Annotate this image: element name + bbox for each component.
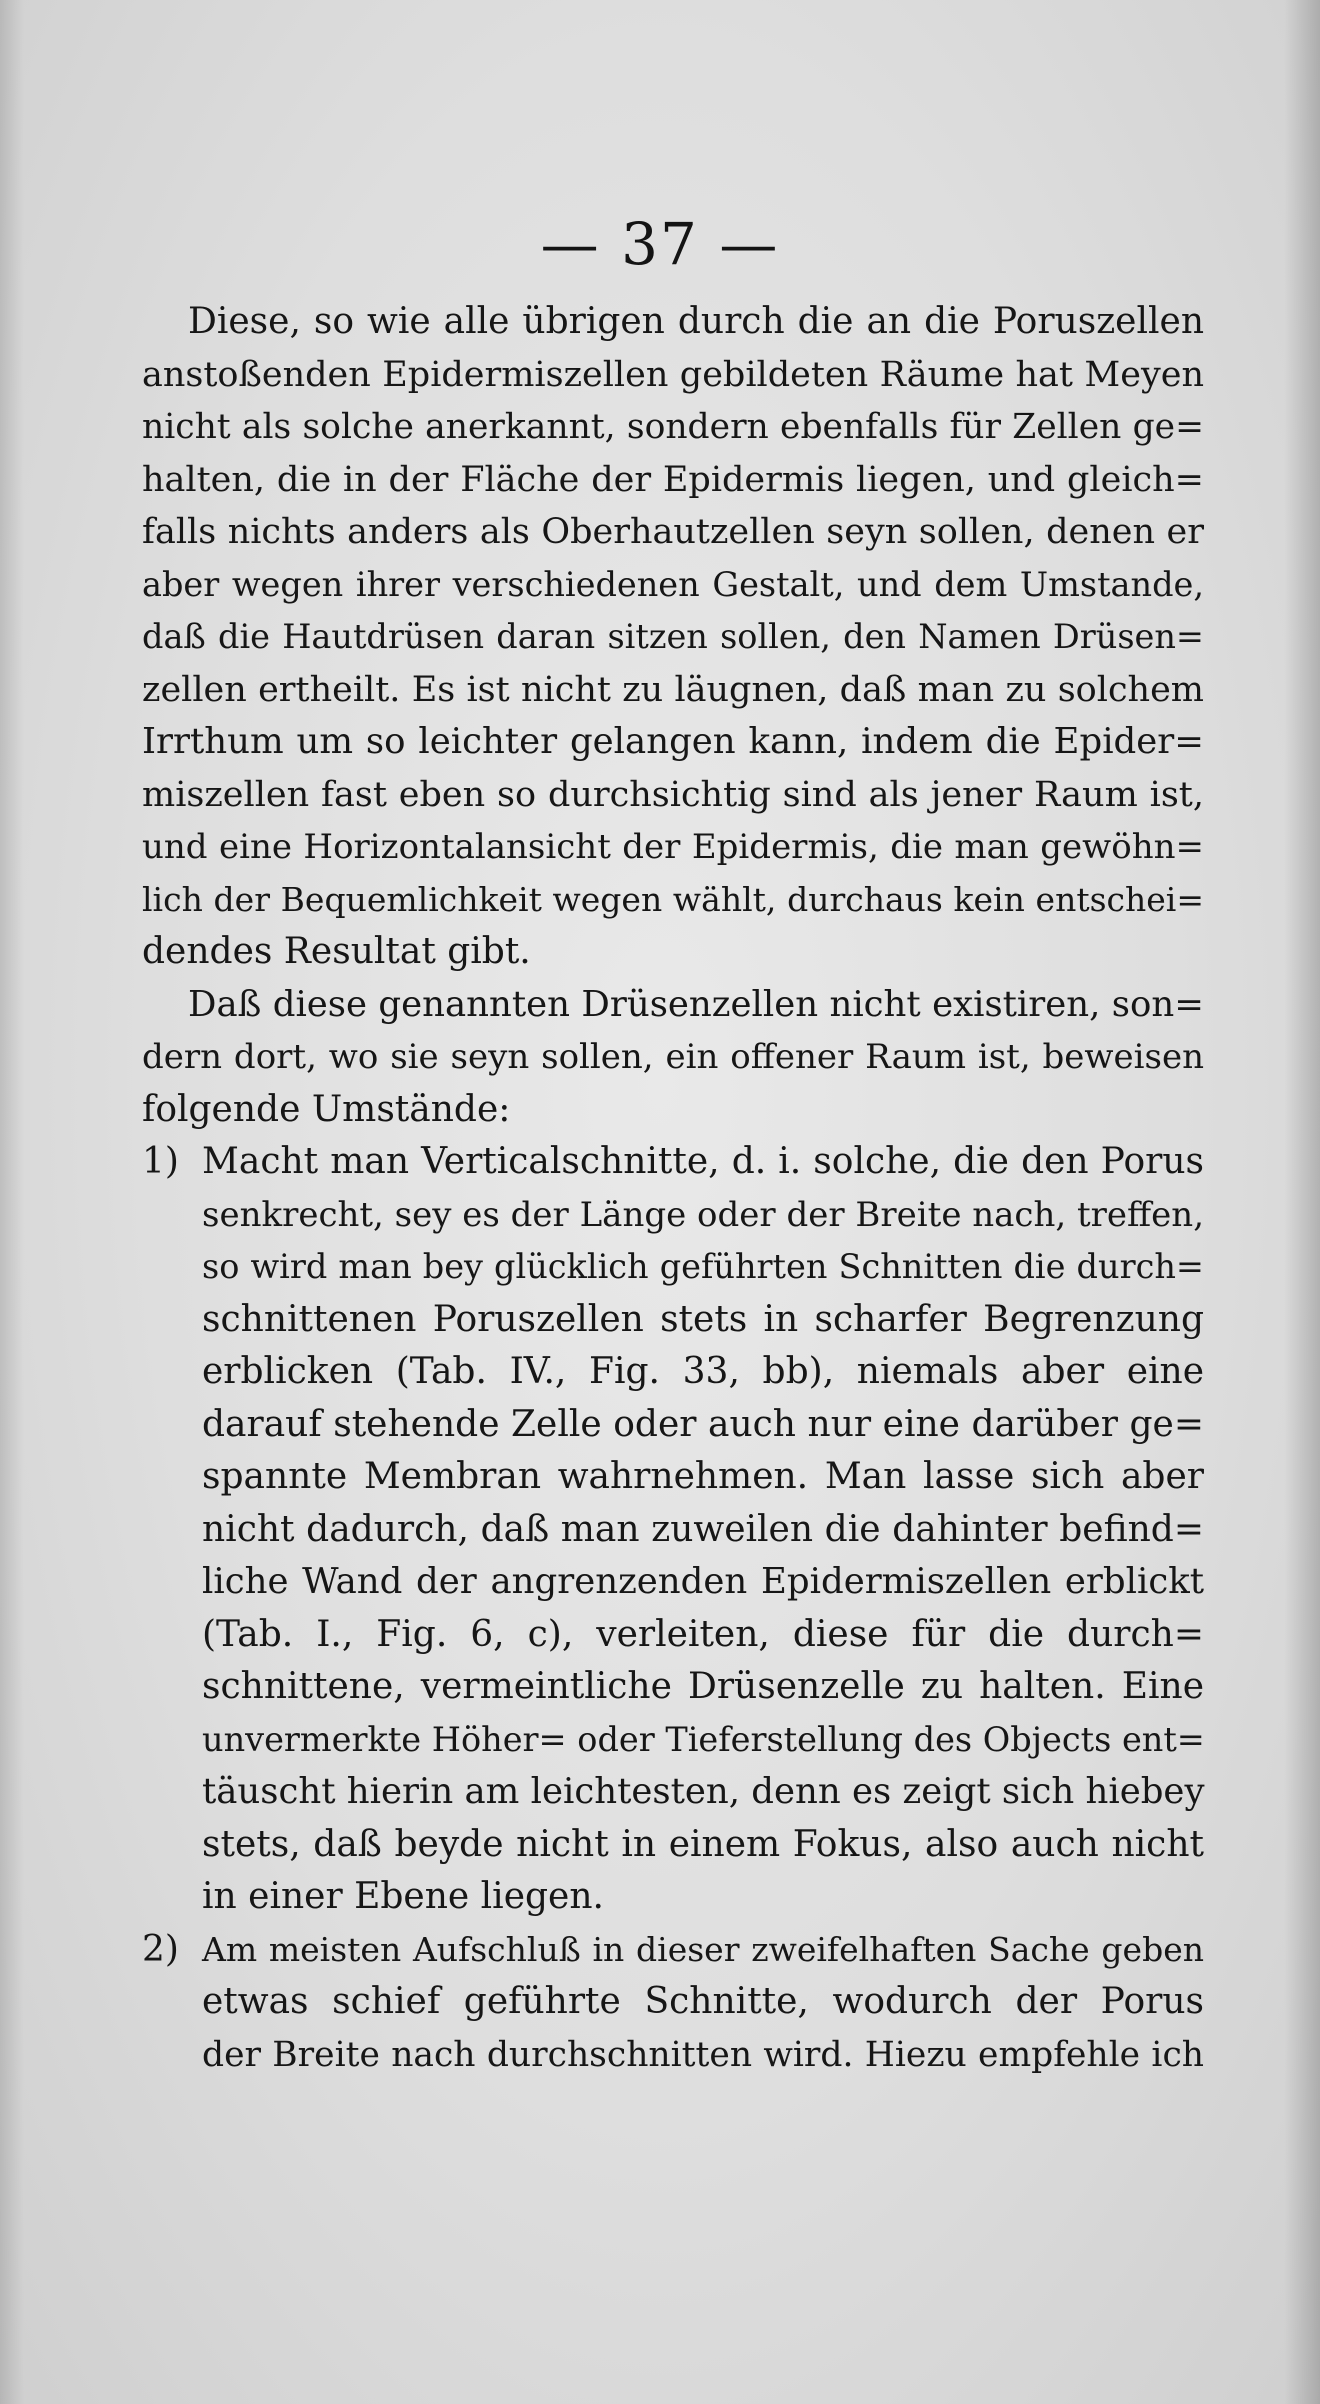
paragraph-2 — [142, 979, 1204, 1137]
text-line: spannte Membran wahrnehmen. Man lasse sich aber — [202, 1456, 1204, 1497]
text-line: daß die Hautdrüsen daran sitzen sollen, den Namen Drüsen= — [142, 617, 1204, 656]
text-line: und eine Horizontalansicht der Epidermis, die man gewöhn= — [142, 827, 1204, 867]
text-line: Daß diese genannten Drüsenzellen nicht existiren, son= — [188, 983, 1204, 1025]
text-line: etwas schief geführte Schnitte, wodurch der Porus — [202, 1981, 1204, 2022]
text-line: liche Wand der angrenzenden Epidermiszellen erblickt — [202, 1561, 1204, 1602]
text-line: dern dort, wo sie seyn sollen, ein offener Raum ist, beweisen — [142, 1037, 1204, 1077]
list-item-number: 2) — [142, 1928, 179, 1970]
text-line: darauf stehende Zelle oder auch nur eine darüber ge= — [202, 1403, 1204, 1445]
text-line: nicht dadurch, daß man zuweilen die dahinter befind= — [202, 1508, 1204, 1550]
list-item-1 — [142, 1136, 1204, 1924]
text-line: zellen ertheilt. Es ist nicht zu läugnen, daß man zu solchem — [142, 669, 1204, 710]
text-line: senkrecht, sey es der Länge oder der Breite nach, treffen, — [202, 1194, 1204, 1235]
text-line: anstoßenden Epidermiszellen gebildeten Räume hat Meyen — [142, 354, 1204, 395]
text-line: falls nichts anders als Oberhautzellen seyn sollen, denen er — [142, 512, 1204, 552]
text-line: halten, die in der Fläche der Epidermis liegen, und gleich= — [142, 459, 1204, 500]
text-line: in einer Ebene liegen. — [202, 1876, 604, 1917]
text-line: stets, daß beyde nicht in einem Fokus, also auch nicht — [202, 1823, 1204, 1865]
list-item-2 — [142, 1924, 1204, 2082]
text-line: schnittenen Poruszellen stets in scharfer Begrenzung — [202, 1298, 1204, 1340]
paragraph-1 — [142, 296, 1204, 979]
text-line: täuscht hierin am leichtesten, denn es zeigt sich hiebey — [202, 1771, 1205, 1812]
text-line: Diese, so wie alle übrigen durch die an die Poruszellen — [188, 301, 1204, 342]
text-line: Am meisten Aufschluß in dieser zweifelhaften Sache geben — [202, 1929, 1204, 1969]
text-line: so wird man bey glücklich geführten Schnitten die durch= — [202, 1247, 1204, 1286]
text-line: Macht man Verticalschnitte, d. i. solche, die den Porus — [202, 1141, 1204, 1182]
text-line: dendes Resultat gibt. — [142, 931, 531, 972]
page-edge-shadow-left — [0, 0, 24, 2404]
text-line: lich der Bequemlichkeit wegen wählt, durchaus kein entschei= — [142, 879, 1204, 919]
text-line: folgende Umstände: — [142, 1088, 511, 1130]
text-line: schnittene, vermeintliche Drüsenzelle zu halten. Eine — [202, 1666, 1204, 1707]
text-line: (Tab. I., Fig. 6, c), verleiten, diese für die durch= — [202, 1613, 1204, 1655]
body-text — [142, 296, 1204, 2081]
text-line: unvermerkte Höher= oder Tieferstellung des Objects ent= — [202, 1719, 1205, 1759]
text-line: Irrthum um so leichter gelangen kann, indem die Epider= — [142, 721, 1204, 762]
text-line: der Breite nach durchschnitten wird. Hiezu empfehle ich — [202, 2034, 1204, 2075]
page-number: — 37 — — [540, 210, 780, 278]
text-line: miszellen fast eben so durchsichtig sind als jener Raum ist, — [142, 774, 1204, 815]
text-line: erblicken (Tab. IV., Fig. 33, bb), niemals aber eine — [202, 1351, 1204, 1392]
list-item-number: 1) — [142, 1141, 179, 1182]
text-line: nicht als solche anerkannt, sondern ebenfalls für Zellen ge= — [142, 407, 1204, 447]
text-line: aber wegen ihrer verschiedenen Gestalt, und dem Umstande, — [142, 564, 1204, 604]
page-edge-shadow-right — [1284, 0, 1320, 2404]
